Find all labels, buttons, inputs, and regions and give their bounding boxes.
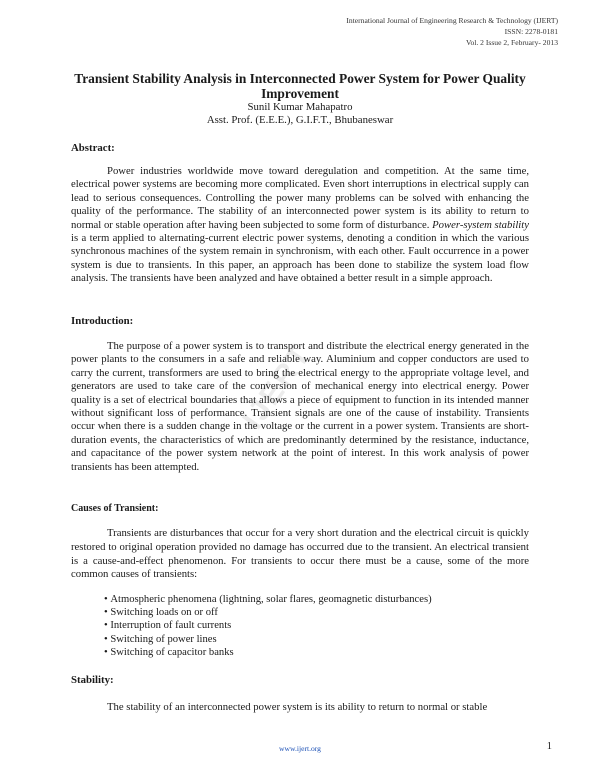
- causes-list: [104, 593, 432, 659]
- journal-name: International Journal of Engineering Research & Technology (IJERT): [346, 16, 558, 25]
- abstract-emphasis: Power-system stability: [432, 218, 529, 231]
- footer-url[interactable]: www.ijert.org: [279, 744, 321, 753]
- list-item: • Switching of capacitor banks: [104, 646, 432, 659]
- watermark: IJERT: [236, 338, 318, 436]
- list-item: • Switching loads on or off: [104, 606, 432, 619]
- journal-header: [346, 15, 558, 48]
- paper-title: Transient Stability Analysis in Interconnected Power System for Power Quality Improvement: [74, 71, 526, 101]
- issn: ISSN: 2278-0181: [504, 27, 558, 36]
- introduction-text: The purpose of a power system is to transport and distribute the electrical energy generated in the power plants to the consumers in a safe and reliable way. Aluminium and copper conductors are used to carry the current, transformers are used to bring the electrical energy to the appropriate voltage level, and generators are used to take care of the conversion of mechanical energy into electrical energy. Power quality is a set of electrical boundaries that allows a piece of equipment to function in its intended manner without significant loss of performance. Transient signals are one of the cause of instability. Transients occur when there is a sudden change in the voltage or the current in a power system. Transients are short-duration events, the characteristics of which are predominantly determined by the resistance, inductance, and capacitance of the power system network at the point of interest. In this work analysis of power transients has been attempted.: [71, 340, 529, 473]
- volume-issue: Vol. 2 Issue 2, February- 2013: [465, 38, 558, 47]
- author-block: [0, 101, 600, 126]
- author-name: Sunil Kumar Mahapatro: [247, 101, 353, 113]
- stability-text: The stability of an interconnected power system is its ability to return to normal or stable: [107, 701, 488, 713]
- introduction-heading: Introduction:: [71, 315, 134, 327]
- abstract-text-before: Power industries worldwide move toward deregulation and competition. At the same time, electrical power systems are becoming more complicated. Even short interruptions in electrical supply can lead to serious consequences. Controlling the power many problems can be solved with enhancing the quality of the performance. The stability of an interconnected power system is its ability to return to normal or stable operation after having been subjected to some form of disturbance.: [71, 165, 529, 231]
- causes-heading: Causes of Transient:: [71, 503, 159, 514]
- author-affiliation: Asst. Prof. (E.E.E.), G.I.F.T., Bhubaneswar: [206, 113, 394, 126]
- list-item: • Atmospheric phenomena (lightning, solar flares, geomagnetic disturbances): [104, 593, 432, 606]
- abstract-heading: Abstract:: [71, 142, 115, 154]
- abstract-text: [71, 165, 529, 286]
- causes-text: Transients are disturbances that occur for a very short duration and the electrical circuit is quickly restored to original operation provided no damage has occurred due to the transient. An electrical transient is a cause-and-effect phenomenon. For transients to occur there must be a cause, some of the more common causes of transients:: [71, 527, 529, 581]
- list-item: • Switching of power lines: [104, 633, 432, 646]
- stability-heading: Stability:: [71, 674, 114, 686]
- abstract-text-after: is a term applied to alternating-current electric power systems, denoting a condition in which the various synchronous machines of the system remain in synchronism, with each other. Fault occurrence in a power system is due to transients. In this paper, an approach has been done to stabilize the system load flow analysis. The transients have been analyzed and have obtained a better result in a simple approach.: [71, 232, 529, 285]
- list-item: • Interruption of fault currents: [104, 619, 432, 632]
- page-number: 1: [546, 741, 552, 752]
